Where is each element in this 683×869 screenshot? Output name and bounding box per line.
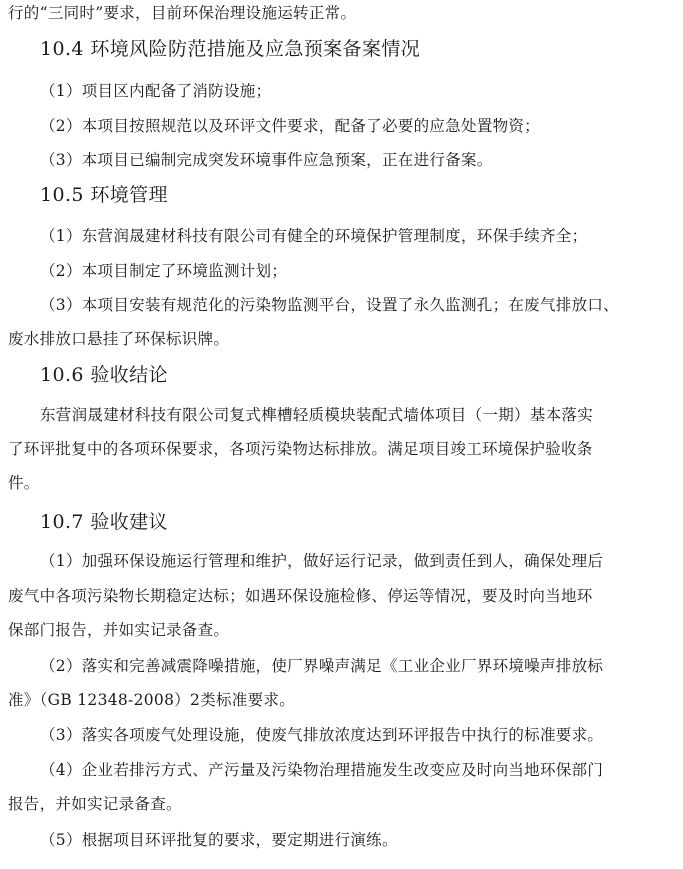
s107-line-3: 保部门报告，并如实记录备查。 (8, 621, 230, 639)
heading-10-4: 10.4 环境风险防范措施及应急预案备案情况 (40, 38, 421, 60)
s107-line-7: （4）企业若排污方式、产污量及污染物治理措施发生改变应及时向当地环保部门 (40, 761, 604, 779)
heading-10-6: 10.6 验收结论 (40, 364, 168, 386)
s107-line-1: （1）加强环保设施运行管理和维护，做好运行记录，做到责任到人，确保处理后 (40, 552, 604, 570)
s107-line-2: 废气中各项污染物长期稳定达标；如遇环保设施检修、停运等情况，要及时向当地环 (8, 587, 593, 605)
s105-item-1: （1）东营润晟建材科技有限公司有健全的环境保护管理制度，环保手续齐全； (40, 227, 588, 245)
s107-line-8: 报告，并如实记录备查。 (8, 795, 182, 813)
s106-line-2: 了环评批复中的各项环保要求，各项污染物达标排放。满足项目竣工环境保护验收条 (8, 440, 593, 458)
s105-item-2: （2）本项目制定了环境监测计划； (40, 262, 288, 280)
s107-line-4: （2）落实和完善减震降噪措施，使厂界噪声满足《工业企业厂界环境噪声排放标 (40, 657, 604, 675)
heading-10-5: 10.5 环境管理 (40, 184, 168, 206)
s104-item-1: （1）项目区内配备了消防设施； (40, 82, 272, 100)
heading-10-7: 10.7 验收建议 (40, 511, 168, 533)
s107-line-9: （5）根据项目环评批复的要求，要定期进行演练。 (40, 831, 398, 849)
s106-line-3: 件。 (8, 474, 40, 492)
intro-line: 行的“三同时”要求，目前环保治理设施运转正常。 (8, 4, 357, 22)
s107-line-5: 准》（GB 12348-2008）2类标准要求。 (8, 691, 296, 709)
s104-item-3: （3）本项目已编制完成突发环境事件应急预案，正在进行备案。 (40, 151, 493, 169)
s107-line-6: （3）落实各项废气处理设施，使废气排放浓度达到环评报告中执行的标准要求。 (40, 726, 604, 744)
s105-item-3: （3）本项目安装有规范化的污染物监测平台，设置了永久监测孔；在废气排放口、 (40, 296, 619, 314)
s105-item-3-cont: 废水排放口悬挂了环保标识牌。 (8, 330, 230, 348)
s104-item-2: （2）本项目按照规范以及环评文件要求，配备了必要的应急处置物资； (40, 117, 540, 135)
s106-line-1: 东营润晟建材科技有限公司复式榫槽轻质模块装配式墙体项目（一期）基本落实 (40, 406, 594, 424)
